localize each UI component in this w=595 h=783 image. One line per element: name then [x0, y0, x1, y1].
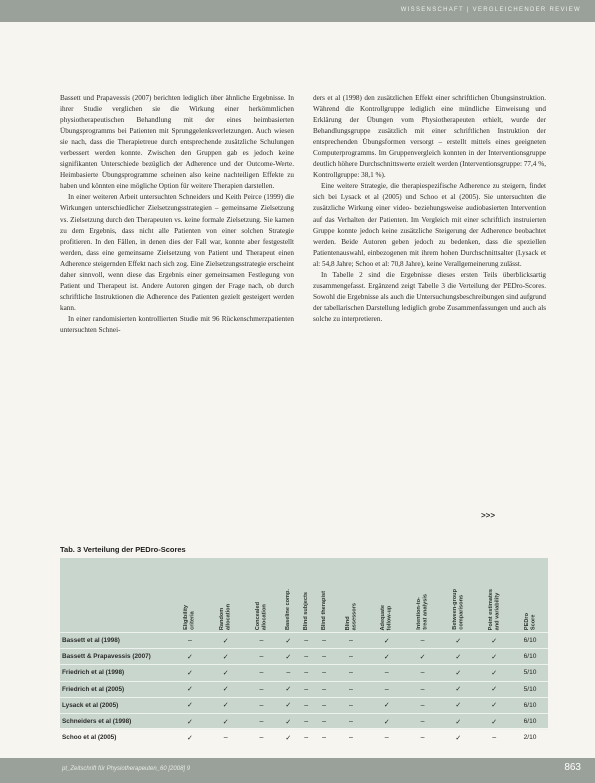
criterion-cell: ✓ [279, 633, 297, 649]
criterion-cell: ✓ [279, 713, 297, 729]
table-column-header [297, 558, 315, 633]
criterion-cell: ✓ [208, 697, 244, 713]
criterion-cell: ✓ [440, 665, 476, 681]
criterion-cell: – [244, 697, 280, 713]
criterion-cell: ✓ [208, 665, 244, 681]
table-column-header [279, 558, 297, 633]
pedro-score-cell: 5/10 [512, 665, 548, 681]
criterion-cell: ✓ [172, 697, 208, 713]
paragraph: Eine weitere Strategie, die therapiespezifische Adherence zu steigern, findet sich bei Lysack et al (2005) und Schoo et al (2005). Sie untersuchten die zusätzliche Wirkung einer video- beziehungsweise audiobasierten Intervention auf das Verhalten der Patienten. Im Vergleich mit einer schriftlich instruierten Gruppe konnte jedoch keine zusätzliche Steigerung der Adherence beobachtet werden. Beide Autoren geben jedoch zu bedenken, dass die speziellen Patientenauswahl, einbezogenen mit ihrem hohen Durchschnittsalter (Lysack et al: 54,8 Jahre; Schoo et al: 70,8 Jahre), keine Verallgemeinerung zulässt. [313, 182, 546, 268]
table-column-header [172, 558, 208, 633]
criterion-cell: – [297, 730, 315, 746]
criterion-cell: – [297, 713, 315, 729]
paragraph: ders et al (1998) den zusätzlichen Effekt einer schriftlichen Übungsinstruktion. Während die Kontrollgruppe lediglich eine mündliche Einweisung und Erklärung der Übungen vom Physiotherapeuten erhielt, wurde der Behandlungsgruppe zusätzlich mit einer schriftlichen Instruktion der entsprechenden Übungsformen versorgt – erstellt mittels eines geeigneten Computerprogramms. Im Gruppenvergleich konnten in der Interventionsgruppe deutlich höhere Durchschnittswerte erzielt werden (Interventionsgruppe: 77,4 %, Kontrollgruppe: 38,1 %). [313, 94, 546, 180]
study-name-cell: Friedrich et al (2005) [60, 681, 172, 697]
table-column-header [512, 558, 548, 633]
left-text-column [60, 93, 294, 336]
study-name-cell: Schneiders et al (1998) [60, 713, 172, 729]
criterion-cell: ✓ [476, 681, 512, 697]
page-number: 863 [564, 762, 581, 773]
criterion-cell: – [244, 730, 280, 746]
criterion-cell: – [405, 681, 441, 697]
paragraph: In einer weiteren Arbeit untersuchten Schneiders und Keith Peirce (1999) die Wirkungen unterschiedlicher Zielsetzungsstrategien – gemeinsame Zielsetzung vs. Zielsetzung durch den Therapeuten vs. keine formale Zielsetzung. Sie kamen zu dem Ergebnis, dass nicht alle Patienten von einer solchen Strategie profitieren. In den Fällen, in denen dies der Fall war, konnte aber festgestellt werden, dass eine gemeinsame Zielsetzung von Patient und Therapeut einen Adherence steigernden Effekt nach sich zog. Eine Zielsetzungsstrategie erscheint daher sinnvoll, wenn diese das Ergebnis einer gemeinsamen Festlegung von Patient und Therapeut ist. Andere Autoren gingen der Frage nach, ob durch schriftliche Instruktionen die Adherence des Patienten gezielt gesteigert werden kann. [60, 193, 294, 312]
criterion-cell: ✓ [172, 713, 208, 729]
criterion-cell: – [297, 633, 315, 649]
table-column-header [405, 558, 441, 633]
paragraph: Bassett und Prapavessis (2007) berichten lediglich über ähnliche Ergebnisse. In ihrer Studie verglichen sie die Wirkung einer herkömmlichen physiotherapeutischen Behandlung mit der eines heimbasierten Übungsprogramms bei Patienten mit Sprunggelenksverletzungen. Auch wiesen sie nach, dass die Therapietreue durch entsprechende zusätzliche Schulungen verbessert werden konnte. Zwischen den Gruppen gab es jedoch keine signifikanten Unterschiede bezüglich der Adherence und der Outcome-Werte. Heimbasierte Übungsprogramme scheinen also keine nachteiligen Effekte zu haben und könnten eine mögliche Option für weitere Therapien darstellen. [60, 94, 294, 191]
table-column-header [440, 558, 476, 633]
criterion-cell: ✓ [476, 713, 512, 729]
criterion-cell: – [333, 649, 369, 665]
criterion-cell: ✓ [369, 697, 405, 713]
pedro-score-cell: 6/10 [512, 713, 548, 729]
pedro-score-cell: 5/10 [512, 681, 548, 697]
table-header-corner [60, 558, 172, 633]
study-name-cell: Lysack et al (2005) [60, 697, 172, 713]
criterion-cell: – [333, 665, 369, 681]
table-column-header [315, 558, 333, 633]
criterion-cell: – [297, 681, 315, 697]
criterion-cell: – [297, 697, 315, 713]
criterion-cell: ✓ [279, 681, 297, 697]
column-header-label: Eligibility criteria [183, 605, 196, 630]
criterion-cell: ✓ [279, 649, 297, 665]
criterion-cell: ✓ [208, 713, 244, 729]
criterion-cell: – [244, 649, 280, 665]
continue-marker: >>> [481, 511, 496, 520]
criterion-cell: ✓ [440, 730, 476, 746]
criterion-cell: – [333, 730, 369, 746]
criterion-cell: – [315, 713, 333, 729]
criterion-cell: ✓ [440, 649, 476, 665]
criterion-cell: ✓ [405, 649, 441, 665]
column-header-label: Blind subjects [303, 591, 310, 630]
study-name-cell: Bassett et al (1998) [60, 633, 172, 649]
pedro-table [60, 558, 548, 745]
table-row [60, 649, 548, 665]
criterion-cell: – [172, 633, 208, 649]
journal-line: pt_Zeitschrift für Physiotherapeuten_60 [2008] 9 [62, 766, 191, 772]
criterion-cell: ✓ [172, 665, 208, 681]
study-name-cell: Schoo et al (2005) [60, 730, 172, 746]
criterion-cell: – [405, 665, 441, 681]
criterion-cell: – [315, 665, 333, 681]
column-header-label: Adequate follow-up [380, 604, 393, 630]
running-title: WISSENSCHAFT | VERGLEICHENDER REVIEW [400, 7, 581, 13]
column-header-label: Concealed allocation [255, 601, 268, 630]
table-row [60, 681, 548, 697]
criterion-cell: – [244, 713, 280, 729]
criterion-cell: – [369, 681, 405, 697]
table-column-header [208, 558, 244, 633]
criterion-cell: ✓ [172, 681, 208, 697]
pedro-score-cell: 6/10 [512, 649, 548, 665]
criterion-cell: ✓ [208, 633, 244, 649]
criterion-cell: – [244, 681, 280, 697]
column-header-label: Intention-to- treat analysis [416, 594, 429, 630]
criterion-cell: ✓ [369, 633, 405, 649]
criterion-cell: ✓ [279, 697, 297, 713]
criterion-cell: ✓ [476, 649, 512, 665]
criterion-cell: – [405, 633, 441, 649]
criterion-cell: – [369, 665, 405, 681]
column-header-label: Point estimates and variability [487, 588, 501, 630]
right-text-column [313, 93, 546, 325]
criterion-cell: – [333, 681, 369, 697]
table-body [60, 633, 548, 746]
criterion-cell: – [405, 713, 441, 729]
table-row [60, 633, 548, 649]
column-header-label: Random allocation [219, 603, 232, 630]
criterion-cell: – [244, 665, 280, 681]
criterion-cell: ✓ [172, 730, 208, 746]
criterion-cell: ✓ [476, 697, 512, 713]
criterion-cell: – [315, 730, 333, 746]
criterion-cell: – [315, 697, 333, 713]
pedro-score-cell: 6/10 [512, 633, 548, 649]
criterion-cell: – [333, 697, 369, 713]
criterion-cell: ✓ [476, 665, 512, 681]
criterion-cell: ✓ [440, 633, 476, 649]
column-header-label: Blind assessors [344, 602, 357, 630]
table-row [60, 697, 548, 713]
criterion-cell: – [405, 730, 441, 746]
column-header-label: Baseline comp. [285, 588, 292, 630]
paragraph: In einer randomisierten kontrollierten Studie mit 96 Rückenschmerzpatienten untersuchten Schnei- [60, 314, 294, 334]
criterion-cell: – [333, 713, 369, 729]
study-name-cell: Friedrich et al (1998) [60, 665, 172, 681]
table-column-header [476, 558, 512, 633]
table-header-row [60, 558, 548, 633]
table-column-header [333, 558, 369, 633]
criterion-cell: – [315, 649, 333, 665]
pedro-score-cell: 6/10 [512, 697, 548, 713]
column-header-label: PEDro Score [523, 612, 537, 630]
table-column-header [369, 558, 405, 633]
criterion-cell: ✓ [440, 697, 476, 713]
paragraph: In Tabelle 2 sind die Ergebnisse dieses ersten Teils überblicksartig zusammengefasst. Ergänzend zeigt Tabelle 3 die Verteilung der PEDro-Scores. Sowohl die Ergebnisse als auch die Untersuchungsbeschreibungen sind aufgrund der tabellarischen Darstellung lediglich grobe Zusammenfassungen und auch als solche zu interpretieren. [313, 270, 547, 323]
pedro-table-panel [60, 558, 548, 742]
criterion-cell: – [315, 681, 333, 697]
criterion-cell: ✓ [208, 681, 244, 697]
criterion-cell: – [297, 665, 315, 681]
column-header-label: Blind therapist [320, 590, 327, 630]
criterion-cell: – [297, 649, 315, 665]
criterion-cell: – [369, 730, 405, 746]
table-row [60, 730, 548, 746]
criterion-cell: ✓ [172, 649, 208, 665]
criterion-cell: ✓ [440, 681, 476, 697]
study-name-cell: Bassett & Prapavessis (2007) [60, 649, 172, 665]
criterion-cell: ✓ [476, 633, 512, 649]
table-column-header [244, 558, 280, 633]
criterion-cell: – [208, 730, 244, 746]
criterion-cell: – [405, 697, 441, 713]
criterion-cell: ✓ [369, 713, 405, 729]
criterion-cell: – [244, 633, 280, 649]
criterion-cell: ✓ [279, 730, 297, 746]
criterion-cell: – [476, 730, 512, 746]
criterion-cell: ✓ [440, 713, 476, 729]
criterion-cell: ✓ [369, 649, 405, 665]
criterion-cell: ✓ [208, 649, 244, 665]
criterion-cell: – [279, 665, 297, 681]
column-header-label: Between-group comparisons [451, 589, 465, 630]
table-title: Tab. 3 Verteilung der PEDro-Scores [60, 545, 186, 554]
pedro-score-cell: 2/10 [512, 730, 548, 746]
table-row [60, 713, 548, 729]
criterion-cell: – [333, 633, 369, 649]
table-row [60, 665, 548, 681]
criterion-cell: – [315, 633, 333, 649]
